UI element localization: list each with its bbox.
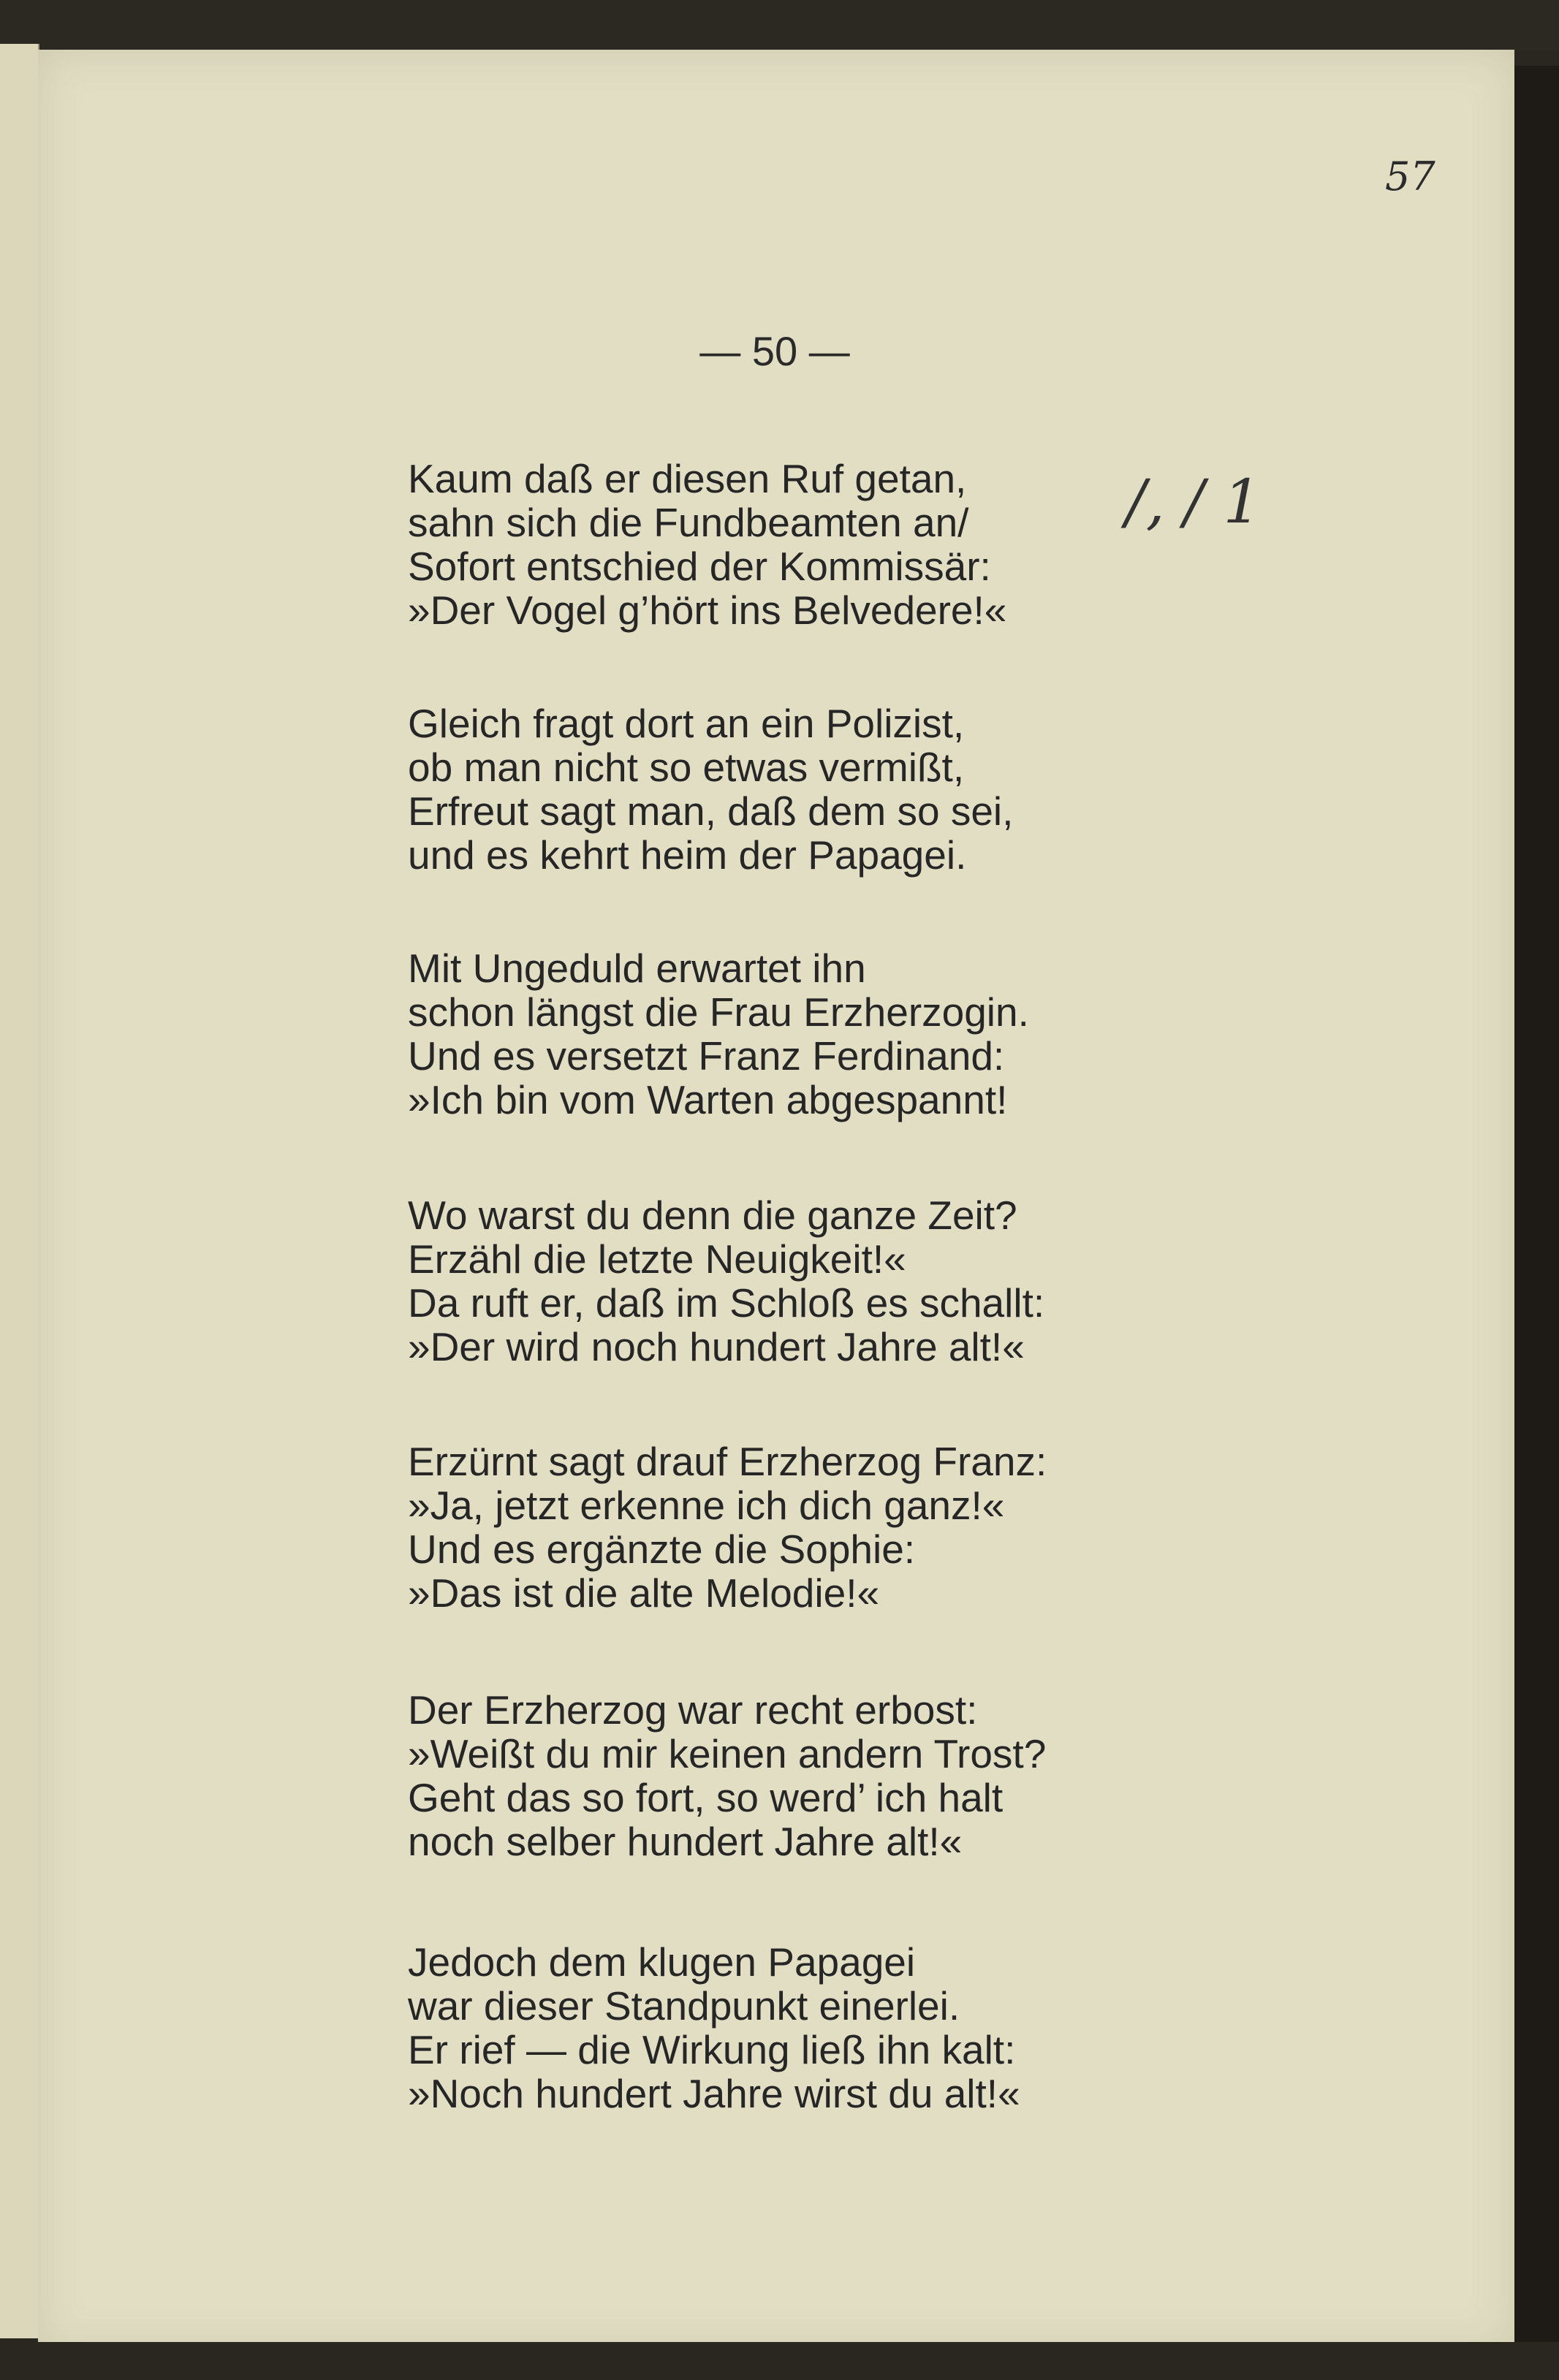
poem-line: Sofort entschied der Kommissär: (408, 544, 991, 589)
poem-line: Erzähl die letzte Neuigkeit!« (408, 1236, 906, 1282)
poem-line: Und es versetzt Franz Ferdinand: (408, 1033, 1005, 1079)
stanza-6 (408, 1688, 1285, 1863)
page-number: — 50 — (699, 328, 850, 374)
poem-line: ob man nicht so etwas vermißt, (408, 745, 965, 790)
poem-line: Er rief — die Wirkung ließ ihn kalt: (408, 2027, 1016, 2072)
scan-background-top (0, 0, 1559, 51)
poem-line: und es kehrt heim der Papagei. (408, 832, 967, 878)
stanza-2 (408, 702, 1285, 877)
poem-line: Wo warst du denn die ganze Zeit? (408, 1193, 1017, 1238)
poem-line: »Der wird noch hundert Jahre alt!« (408, 1324, 1025, 1369)
handwritten-margin-annotation: /, / 1 (1126, 468, 1262, 537)
poem-line: Erfreut sagt man, daß dem so sei, (408, 788, 1014, 834)
handwritten-folio-number: 57 (1385, 153, 1435, 199)
poem-line: »Noch hundert Jahre wirst du alt!« (408, 2071, 1020, 2116)
poem-line: Der Erzherzog war recht erbost: (408, 1687, 978, 1733)
poem-line: Kaum daß er diesen Ruf getan, (408, 456, 967, 501)
poem-line: »Der Vogel g’hört ins Belvedere!« (408, 588, 1007, 633)
poem-line: Mit Ungeduld erwartet ihn (408, 946, 866, 991)
poem-line: sahn sich die Fundbeamten an/ (408, 500, 969, 545)
poem-line: Erzürnt sagt drauf Erzherzog Franz: (408, 1439, 1047, 1484)
poem-line: Da ruft er, daß im Schloß es schallt: (408, 1280, 1045, 1326)
scan-background-right (1514, 66, 1559, 2346)
poem-line: Geht das so fort, so werd’ ich halt (408, 1775, 1004, 1820)
stanza-1 (408, 457, 1285, 632)
stanza-5 (408, 1440, 1285, 1615)
poem-line: Jedoch dem klugen Papagei (408, 1939, 916, 1985)
scan-background-bottom (0, 2342, 1559, 2380)
poem-line: schon längst die Frau Erzherzogin. (408, 989, 1029, 1035)
poem-line: »Ich bin vom Warten abgespannt! (408, 1077, 1008, 1122)
poem-line: Und es ergänzte die Sophie: (408, 1527, 916, 1572)
stanza-3 (408, 946, 1285, 1122)
poem-line: »Ja, jetzt erkenne ich dich ganz!« (408, 1483, 1005, 1528)
stanza-7 (408, 1940, 1285, 2115)
poem-line: »Das ist die alte Melodie!« (408, 1570, 880, 1616)
poem-line: »Weißt du mir keinen andern Trost? (408, 1731, 1047, 1776)
poem-line: noch selber hundert Jahre alt!« (408, 1819, 963, 1864)
poem-line: Gleich fragt dort an ein Polizist, (408, 701, 965, 746)
stanza-4 (408, 1193, 1285, 1369)
poem-line: war dieser Standpunkt einerlei. (408, 1983, 960, 2029)
facing-page-edge (0, 44, 39, 2338)
